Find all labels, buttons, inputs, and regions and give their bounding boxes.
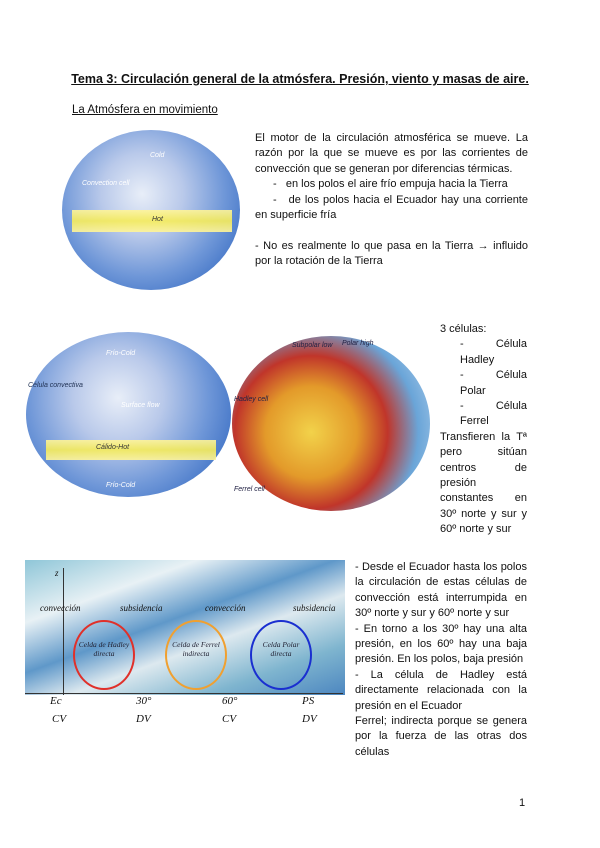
globe-label: Frío-Cold xyxy=(106,482,136,489)
flow-label: convección xyxy=(40,603,81,613)
flow-label: subsidencia xyxy=(293,603,336,613)
cell-label: Celda de Ferrel indirecta xyxy=(172,640,220,658)
ferrel-cell-ring xyxy=(165,620,227,690)
axis-label-z: z xyxy=(55,568,59,578)
cells-description: Transfieren la Tª pero sitúan centros de presión constantes en 30º norte y sur y 60º norte y sur xyxy=(440,430,527,536)
note: - No es realmente lo que pasa en la Tierra → influido por la rotación de la Tierra xyxy=(255,239,528,268)
x-label: Ec xyxy=(50,695,62,707)
globe-illustration-1 xyxy=(62,130,240,290)
globe-label: Polar high xyxy=(342,340,374,347)
x-label: 60° xyxy=(222,695,238,707)
page-number: 1 xyxy=(519,797,526,809)
cell-item: - Célula Polar xyxy=(460,369,527,397)
globe-label: Subpolar low xyxy=(292,342,333,349)
globe-label: Célula convectiva xyxy=(28,382,83,389)
globe-illustration-2 xyxy=(26,332,231,497)
globe-label: Cold xyxy=(150,152,165,159)
cell-item: - Célula Hadley xyxy=(460,338,527,366)
cell-item: - Célula Ferrel xyxy=(460,400,527,428)
x-label: 30° xyxy=(136,695,152,707)
polar-cell-ring xyxy=(250,620,312,690)
cell-name: Célula Hadley xyxy=(460,338,527,366)
page-title: Tema 3: Circulación general de la atmósfera. Presión, viento y masas de aire. xyxy=(71,72,529,86)
paragraph: - La célula de Hadley está directamente relacionada con la presión en el Ecuador xyxy=(355,668,527,712)
x-sublabel: DV xyxy=(302,713,317,725)
circulation-cells-diagram xyxy=(25,560,345,695)
paragraph: - Desde el Ecuador hasta los polos la circulación de estas células de convección está interrumpida en 30º norte y sur y 60º norte y sur xyxy=(355,561,527,620)
cells-text xyxy=(440,322,527,538)
cell-name: Célula Polar xyxy=(460,369,527,397)
cell-label: Celda Polar directa xyxy=(262,640,300,658)
cell-name: Célula Ferrel xyxy=(460,400,527,428)
hadley-cell-ring xyxy=(73,620,135,690)
bullet-item: - en los polos el aire frío empuja hacia la Tierra xyxy=(273,178,508,191)
intro-text xyxy=(255,131,528,270)
x-label: PS xyxy=(302,695,315,707)
paragraph: Ferrel; indirecta porque se genera por la fuerza de las otras dos células xyxy=(355,715,527,758)
globe-label: Frío-Cold xyxy=(106,350,136,357)
globe-label: Cálido-Hot xyxy=(96,444,130,451)
flow-label: subsidencia xyxy=(120,603,163,613)
globe-label: Ferrel cell xyxy=(234,486,265,493)
globe-label: Surface flow xyxy=(121,402,160,409)
bullet-text: de los polos hacia el Ecuador hay una corriente en superficie fría xyxy=(255,193,528,222)
globe-label: Convection cell xyxy=(82,180,130,187)
globe-illustration-3 xyxy=(232,336,430,511)
paragraph: - En torno a los 30º hay una alta presión, en los 60º hay una baja presión. En los polos, baja presión xyxy=(355,622,527,666)
paragraph: El motor de la circulación atmosférica se mueve. La razón por la que se mueve es por las corrientes de convección que se generan por diferencias térmicas. xyxy=(255,132,528,175)
cell-label: Celda de Hadley directa xyxy=(78,640,130,658)
bullet-item: - de los polos hacia el Ecuador hay una corriente en superficie fría xyxy=(255,193,528,222)
bullet-text: en los polos el aire frío empuja hacia la Tierra xyxy=(285,178,508,191)
x-sublabel: DV xyxy=(136,713,151,725)
flow-label: convección xyxy=(205,603,246,613)
globe-label: Hadley cell xyxy=(234,396,269,403)
x-sublabel: CV xyxy=(52,713,67,725)
cells-explanation xyxy=(355,560,527,760)
x-sublabel: CV xyxy=(222,713,237,725)
globe-label: Hot xyxy=(152,216,163,223)
section-heading: La Atmósfera en movimiento xyxy=(72,104,218,116)
cells-heading: 3 células: xyxy=(440,323,487,335)
